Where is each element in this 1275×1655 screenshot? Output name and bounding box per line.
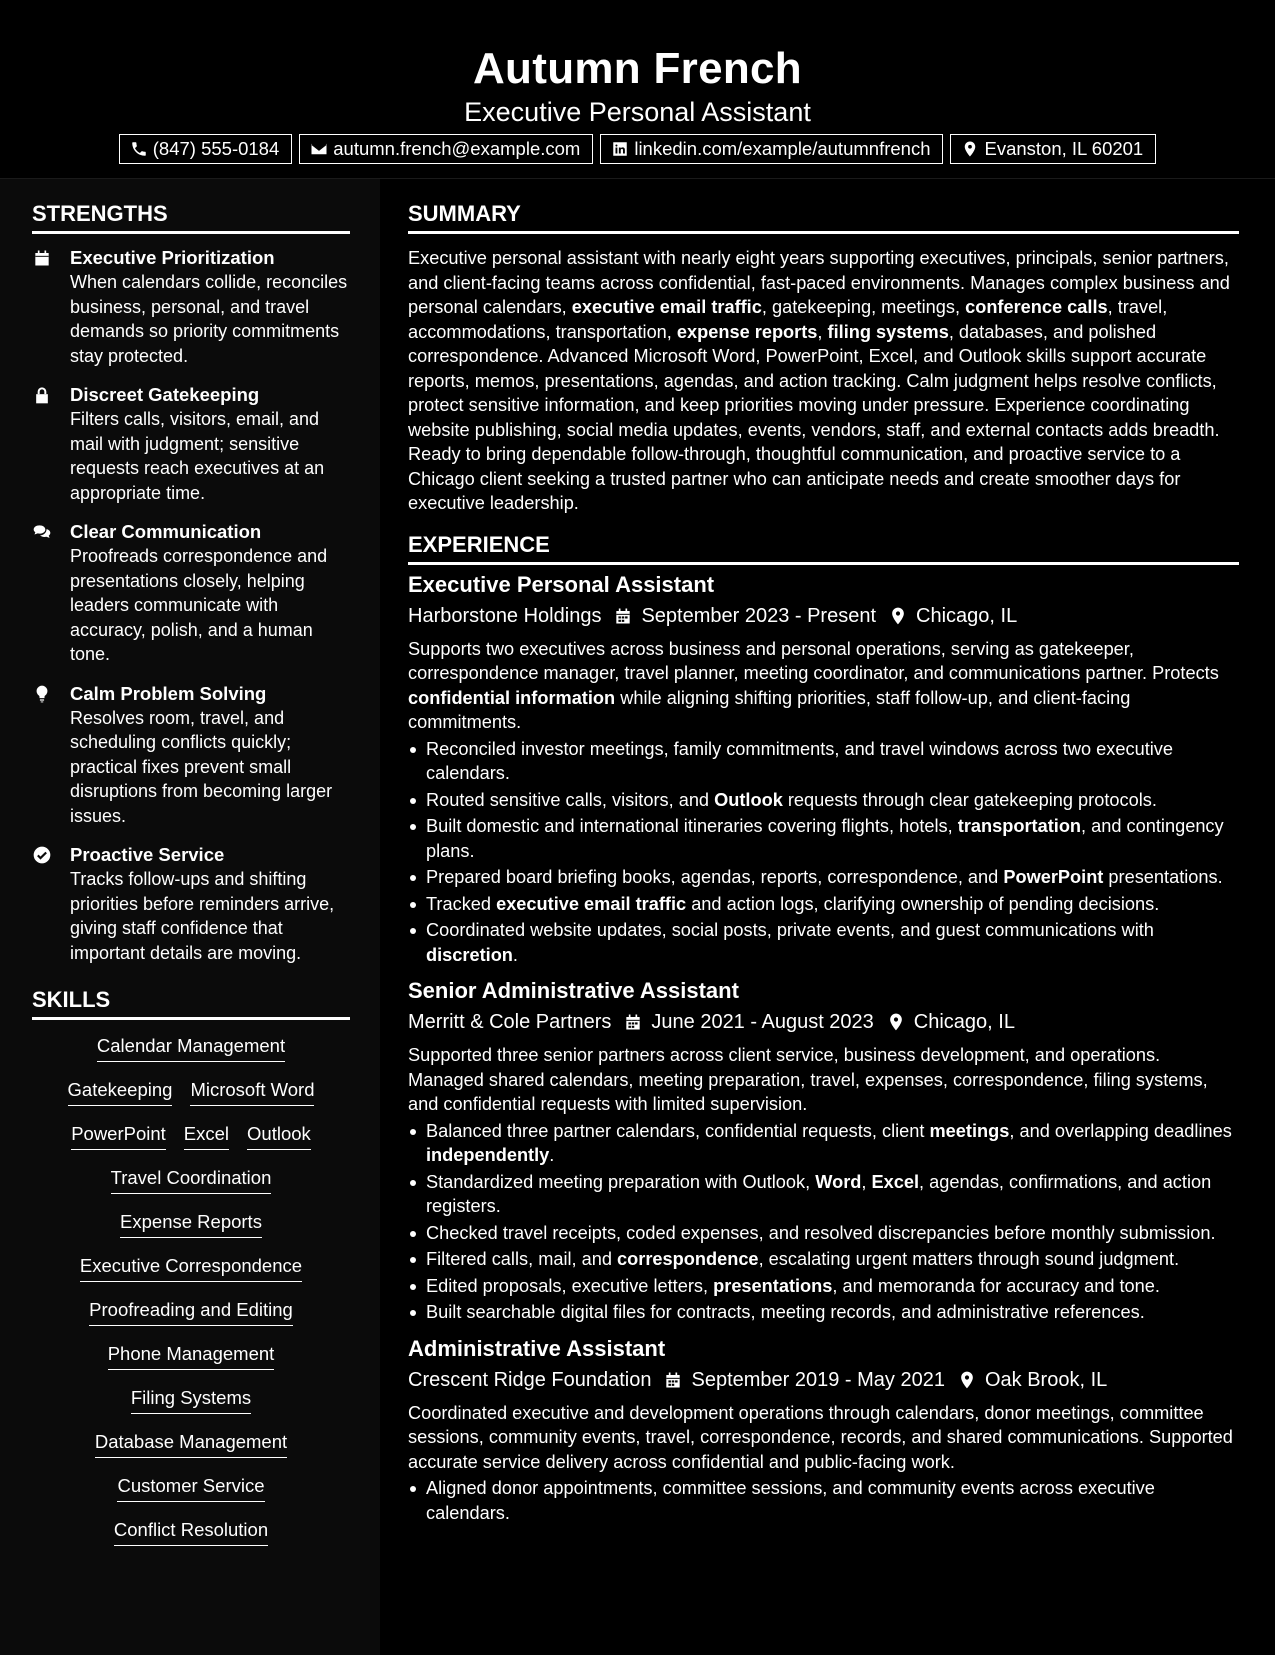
phone-icon	[130, 140, 148, 158]
skill-tag: Conflict Resolution	[114, 1518, 268, 1546]
job-company: Harborstone Holdings	[408, 604, 602, 627]
bullet-item: Built searchable digital files for contracts, meeting records, and administrative references.	[408, 1300, 1239, 1325]
skill-tag: Excel	[184, 1122, 229, 1150]
strength-desc: Tracks follow-ups and shifting priorities before reminders arrive, giving staff confidence that important details are moving.	[70, 869, 335, 963]
summary-text: Executive personal assistant with nearly eight years supporting executives, principals, senior partners, and client-facing teams across confidential, fast-paced environments. Manages complex business and personal calendars, executive email traffic, gatekeeping, meetings, conference calls, travel, accommodations, transportation, expense reports, filing systems, databases, and polished correspondence. Advanced Microsoft Word, PowerPoint, Excel, and Outlook skills support accurate reports, memos, presentations, agendas, and action tracking. Calm judgment helps resolve conflicts, protect sensitive information, and keep priorities moving under pressure. Experience coordinating website publishing, social media updates, events, vendors, staff, and external contacts adds breadth. Ready to bring dependable follow-through, thoughtful communication, and proactive service to a Chicago client seeking a trusted partner who can anticipate needs and create smoother days for executive leadership.	[408, 248, 1230, 513]
bullet-item: Prepared board briefing books, agendas, reports, correspondence, and PowerPoint presentations.	[408, 865, 1239, 890]
job-bullets	[408, 1476, 1239, 1525]
contact-location-text: Evanston, IL 60201	[984, 138, 1144, 159]
candidate-title: Executive Personal Assistant	[464, 97, 811, 127]
skill-tag: Outlook	[247, 1122, 311, 1150]
strength-item	[32, 843, 350, 965]
bullet-item: Coordinated website updates, social posts, private events, and guest communications with discretion.	[408, 918, 1239, 967]
job-description: Supports two executives across business and personal operations, serving as gatekeeper, correspondence manager, travel planner, meeting coordinator, and communications partner. Protects confidential information while aligning shifting priorities, staff follow-up, and client-facing commitments.	[408, 638, 1219, 732]
skill-tag: Calendar Management	[97, 1034, 285, 1062]
resume-header	[0, 0, 1275, 179]
job-entry	[408, 977, 1239, 1325]
bullet-item: Aligned donor appointments, committee sessions, and community events across executive calendars.	[408, 1476, 1239, 1525]
bullet-item: Standardized meeting preparation with Outlook, Word, Excel, agendas, confirmations, and action registers.	[408, 1170, 1239, 1219]
map-marker-icon	[888, 606, 908, 626]
bullet-item: Tracked executive email traffic and action logs, clarifying ownership of pending decisions.	[408, 892, 1239, 917]
job-meta	[408, 1365, 1239, 1395]
summary-heading: SUMMARY	[408, 201, 1239, 234]
job-bullets	[408, 737, 1239, 968]
right-column	[380, 179, 1275, 1655]
strength-item	[32, 682, 350, 829]
job-location: Chicago, IL	[913, 1011, 1015, 1033]
calendar-icon	[613, 606, 633, 626]
strength-desc: Filters calls, visitors, email, and mail with judgment; sensitive requests reach executives at an appropriate time.	[70, 409, 325, 503]
job-description: Supported three senior partners across client service, business development, and operations. Managed shared calendars, meeting preparation, travel, expenses, correspondence, filing systems, and confidential requests with limited supervision.	[408, 1045, 1208, 1114]
contact-linkedin-text: linkedin.com/example/autumnfrench	[634, 138, 931, 159]
calendar-icon	[32, 248, 52, 268]
skill-tag: Customer Service	[117, 1474, 264, 1502]
contact-phone-text: (847) 555-0184	[152, 138, 280, 159]
skill-tag: Phone Management	[108, 1342, 275, 1370]
experience-list	[408, 571, 1239, 1526]
strength-item	[32, 246, 350, 368]
bullet-item: Balanced three partner calendars, confidential requests, client meetings, and overlapping deadlines independently.	[408, 1119, 1239, 1168]
map-marker-icon	[886, 1012, 906, 1032]
strength-desc: Resolves room, travel, and scheduling conflicts quickly; practical fixes prevent small disruptions from becoming larger issues.	[70, 707, 333, 826]
map-marker-icon	[961, 140, 979, 158]
bullet-item: Reconciled investor meetings, family commitments, and travel windows across two executive calendars.	[408, 737, 1239, 786]
job-description: Coordinated executive and development operations through calendars, donor meetings, committee sessions, community events, travel, correspondence, records, and shared communications. Supported accurate service delivery across confidential and public-facing work.	[408, 1402, 1233, 1472]
job-meta	[408, 1007, 1239, 1037]
job-company: Crescent Ridge Foundation	[408, 1368, 652, 1391]
skill-tag: Travel Coordination	[111, 1166, 272, 1194]
strength-name: Proactive Service	[70, 844, 225, 865]
bullet-item: Edited proposals, executive letters, presentations, and memoranda for accuracy and tone.	[408, 1274, 1239, 1299]
lock-icon	[32, 385, 52, 405]
job-title: Executive Personal Assistant	[408, 571, 715, 597]
skill-tag: Proofreading and Editing	[89, 1298, 293, 1326]
job-company: Merritt & Cole Partners	[408, 1011, 612, 1033]
linkedin-icon	[611, 140, 629, 158]
job-entry	[408, 1335, 1239, 1526]
job-entry	[408, 571, 1239, 968]
job-location: Chicago, IL	[916, 604, 1018, 627]
contact-bar	[0, 134, 1275, 164]
job-location: Oak Brook, IL	[984, 1368, 1108, 1391]
job-dates: September 2019 - May 2021	[691, 1368, 945, 1391]
skill-tag: Expense Reports	[120, 1210, 262, 1238]
strength-name: Discreet Gatekeeping	[70, 384, 260, 405]
job-dates: June 2021 - August 2023	[651, 1011, 874, 1033]
bullet-item: Built domestic and international itineraries covering flights, hotels, transportation, and contingency plans.	[408, 814, 1239, 863]
lightbulb-icon	[32, 684, 52, 704]
candidate-name: Autumn French	[472, 44, 802, 93]
skills-list	[32, 1034, 350, 1562]
skill-tag: Microsoft Word	[190, 1078, 314, 1106]
skill-tag: Database Management	[95, 1430, 287, 1458]
strength-name: Calm Problem Solving	[70, 682, 267, 704]
comments-icon	[32, 522, 52, 542]
experience-heading: EXPERIENCE	[408, 532, 1239, 565]
bullet-item: Routed sensitive calls, visitors, and Outlook requests through clear gatekeeping protocols.	[408, 788, 1239, 813]
strength-desc: When calendars collide, reconciles business, personal, and travel demands so priority commitments stay protected.	[70, 272, 348, 366]
contact-phone[interactable]	[119, 134, 293, 164]
skill-tag: PowerPoint	[71, 1122, 166, 1150]
calendar-icon	[663, 1370, 683, 1390]
job-meta	[408, 601, 1239, 631]
strength-desc: Proofreads correspondence and presentations closely, helping leaders communicate with accuracy, polish, and a human tone.	[70, 546, 328, 664]
job-title: Administrative Assistant	[408, 1335, 666, 1361]
strength-name: Executive Prioritization	[70, 247, 275, 268]
envelope-icon	[310, 140, 328, 158]
job-title: Senior Administrative Assistant	[408, 978, 739, 1003]
strengths-heading: STRENGTHS	[32, 201, 350, 234]
strength-name: Clear Communication	[70, 521, 262, 542]
contact-location	[950, 134, 1156, 164]
contact-linkedin[interactable]	[600, 134, 943, 164]
bullet-item: Checked travel receipts, coded expenses, and resolved discrepancies before monthly submission.	[408, 1221, 1239, 1246]
contact-email[interactable]	[299, 134, 593, 164]
left-column	[0, 179, 380, 1655]
job-bullets	[408, 1119, 1239, 1325]
skills-heading: SKILLS	[32, 987, 350, 1020]
calendar-icon	[623, 1012, 643, 1032]
strength-item	[32, 383, 350, 505]
bullet-item: Filtered calls, mail, and correspondence, escalating urgent matters through sound judgment.	[408, 1247, 1239, 1272]
check-circle-icon	[32, 845, 52, 865]
contact-email-text: autumn.french@example.com	[333, 138, 581, 159]
skill-tag: Filing Systems	[131, 1386, 251, 1414]
skill-tag: Executive Correspondence	[80, 1254, 302, 1282]
strength-item	[32, 520, 350, 667]
job-dates: September 2023 - Present	[641, 604, 877, 627]
map-marker-icon	[957, 1370, 977, 1390]
skill-tag: Gatekeeping	[68, 1078, 173, 1106]
